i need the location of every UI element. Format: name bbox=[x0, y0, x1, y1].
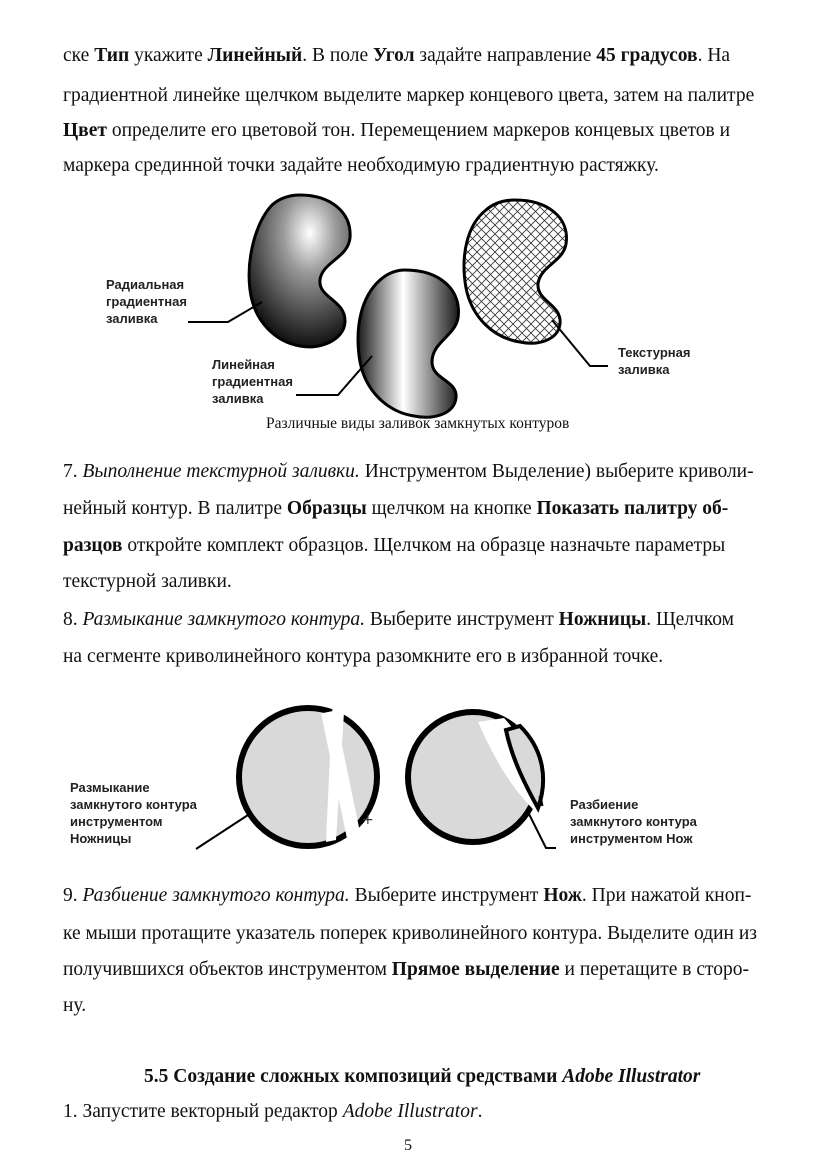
label-texture-fill: Текстурная заливка bbox=[618, 345, 691, 377]
label-knife-split: Разбиение замкнутого контура инструментом Нож bbox=[570, 797, 697, 846]
svg-text:+: + bbox=[362, 812, 374, 828]
radial-gradient-bean bbox=[249, 195, 350, 347]
page-number: 5 bbox=[404, 1137, 412, 1154]
text-line: ке мыши протащите указатель поперек криволинейного контура. Выделите один из bbox=[63, 923, 758, 944]
text-line: 8. Размыкание замкнутого контура. Выберите инструмент Ножницы. Щелчком bbox=[63, 609, 735, 630]
label-linear-fill: Линейная градиентная заливка bbox=[212, 357, 293, 406]
text-line: нейный контур. В палитре Образцы щелчком на кнопке Показать палитру об- bbox=[63, 498, 729, 519]
text-line: разцов откройте комплект образцов. Щелчком на образце назначьте параметры bbox=[63, 535, 726, 556]
text-line: Цвет определите его цветовой тон. Перемещением маркеров концевых цветов и bbox=[63, 120, 731, 141]
text-line: на сегменте криволинейного контура разомкните его в избранной точке. bbox=[63, 646, 664, 667]
texture-bean bbox=[464, 200, 566, 343]
linear-gradient-bean bbox=[358, 270, 458, 417]
text-line: 9. Разбиение замкнутого контура. Выберите инструмент Нож. При нажатой кноп- bbox=[63, 885, 752, 906]
scissors-circle-figure bbox=[196, 702, 377, 849]
label-scissors-open: Размыкание замкнутого контура инструментом Ножницы bbox=[70, 780, 197, 846]
leader-line-radial bbox=[188, 302, 262, 322]
text-line: 1. Запустите векторный редактор Adobe Illustrator. bbox=[63, 1101, 483, 1122]
section-heading: 5.5 Создание сложных композиций средствами Adobe Illustrator bbox=[144, 1066, 701, 1087]
text-line: 7. Выполнение текстурной заливки. Инструментом Выделение) выберите криволи- bbox=[63, 461, 754, 482]
leader-line-scissors bbox=[196, 815, 248, 849]
knife-circle-figure bbox=[408, 712, 556, 848]
text-line: текстурной заливки. bbox=[63, 571, 232, 592]
text-line: ске Тип укажите Линейный. В поле Угол задайте направление 45 градусов. На bbox=[63, 45, 731, 66]
text-line: ну. bbox=[63, 995, 87, 1016]
leader-line-knife bbox=[528, 812, 556, 848]
text-line: маркера срединной точки задайте необходимую градиентную растяжку. bbox=[63, 155, 659, 176]
text-line: градиентной линейке щелчком выделите маркер концевого цвета, затем на палитре bbox=[63, 85, 755, 106]
text-line: получившихся объектов инструментом Прямое выделение и перетащите в сторо- bbox=[63, 959, 750, 980]
figure-caption: Различные виды заливок замкнутых контуров bbox=[266, 415, 570, 432]
label-radial-fill: Радиальная градиентная заливка bbox=[106, 277, 187, 326]
